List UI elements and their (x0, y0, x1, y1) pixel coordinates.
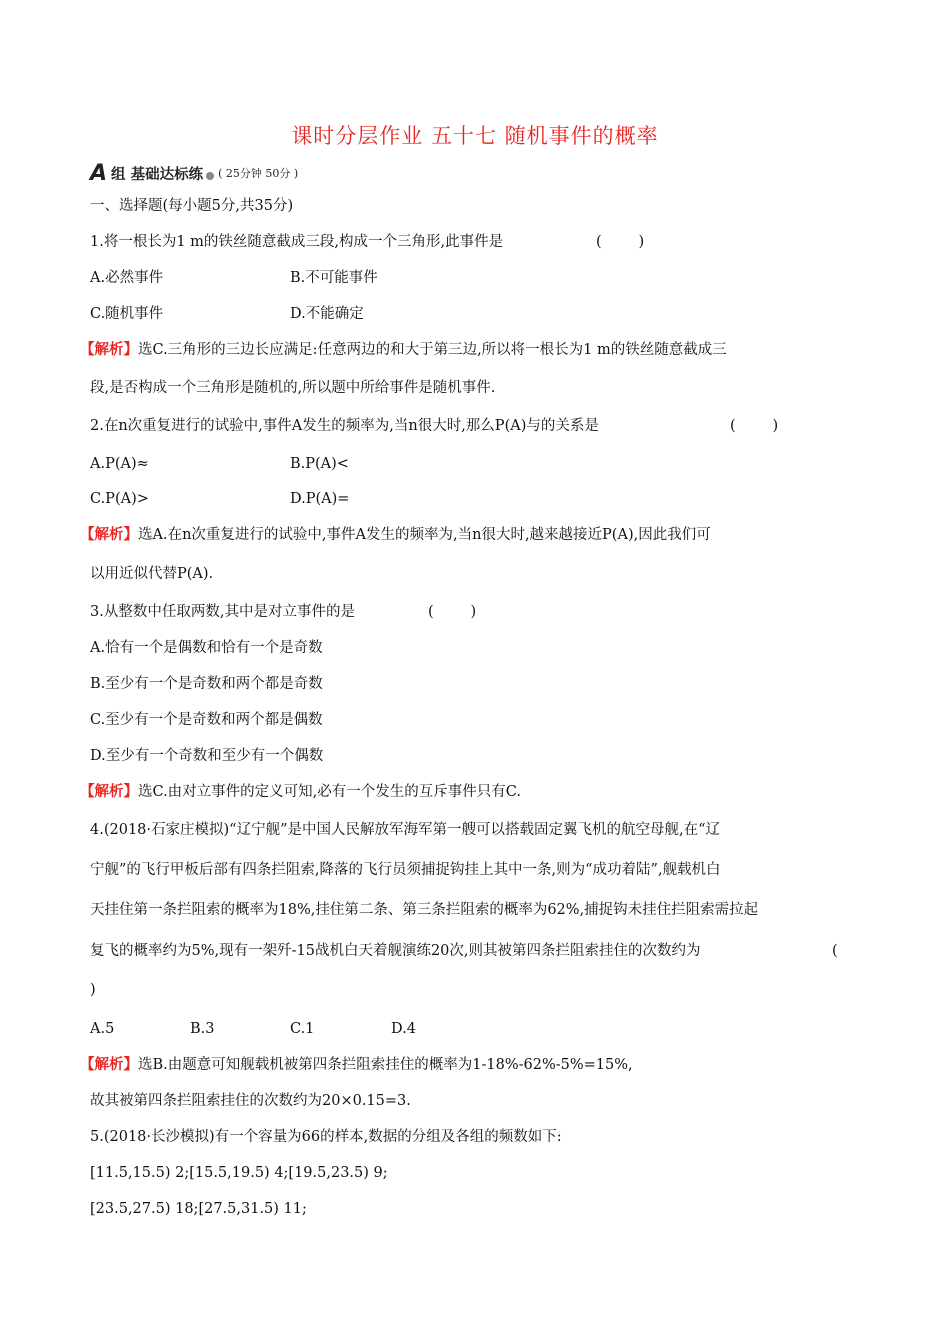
q3-stem: 3.从整数中任取两数,其中是对立事件的是 (90, 604, 355, 620)
q3-option-b: B.至少有一个是奇数和两个都是奇数 (90, 676, 323, 692)
q1-option-a: A.必然事件 (90, 270, 164, 286)
q4-analysis-line2: 故其被第四条拦阻索挂住的次数约为20×0.15=3. (90, 1093, 411, 1109)
q4-stem-line2: 宁舰”的飞行甲板后部有四条拦阻索,降落的飞行员须捕捉钩挂上其中一条,则为“成功着陆”,舰载机白 (90, 862, 721, 878)
q4-answer-blank-close: ) (90, 982, 96, 998)
q4-analysis-line1 (80, 1055, 633, 1075)
dot-icon (206, 172, 214, 180)
q2-option-c: C.P(A)> (90, 491, 149, 507)
section-heading: 一、选择题(每小题5分,共35分) (90, 198, 294, 214)
q2-answer-blank: ( ) (730, 418, 779, 434)
page-title: 课时分层作业 五十七 随机事件的概率 (291, 124, 659, 148)
group-time: ( 25分钟 50分 ) (218, 167, 299, 180)
group-header (90, 160, 298, 186)
q2-option-d: D.P(A)= (290, 491, 350, 507)
q2-stem: 2.在n次重复进行的试验中,事件A发生的频率为,当n很大时,那么P(A)与的关系是 (90, 418, 599, 434)
analysis-tag: 【解析】 (80, 526, 138, 543)
analysis-tag: 【解析】 (80, 341, 138, 358)
analysis-tag: 【解析】 (80, 1056, 138, 1073)
q4-answer-blank-open: ( (832, 943, 838, 959)
q1-option-c: C.随机事件 (90, 306, 164, 322)
q2-analysis-line1 (80, 525, 711, 545)
q4-option-a: A.5 (90, 1021, 115, 1037)
q3-answer-blank: ( ) (428, 604, 477, 620)
q1-analysis-line1 (80, 340, 727, 360)
q4-option-d: D.4 (391, 1021, 416, 1037)
q1-stem: 1.将一根长为1 m的铁丝随意截成三段,构成一个三角形,此事件是 (90, 234, 504, 250)
q2-analysis-text: 选A.在n次重复进行的试验中,事件A发生的频率为,当n很大时,越来越接近P(A),因此我们可 (138, 527, 711, 543)
q1-analysis-line2: 段,是否构成一个三角形是随机的,所以题中所给事件是随机事件. (90, 380, 496, 396)
q2-option-a: A.P(A)≈ (90, 456, 149, 472)
q3-option-d: D.至少有一个奇数和至少有一个偶数 (90, 748, 324, 764)
q3-option-a: A.恰有一个是偶数和恰有一个是奇数 (90, 640, 323, 656)
q1-option-d: D.不能确定 (290, 306, 364, 322)
q5-data-row1: [11.5,15.5) 2;[15.5,19.5) 4;[19.5,23.5) 9; (90, 1165, 388, 1181)
q4-option-b: B.3 (190, 1021, 215, 1037)
q1-analysis-text: 选C.三角形的三边长应满足:任意两边的和大于第三边,所以将一根长为1 m的铁丝随意截成三 (138, 342, 727, 358)
q1-option-b: B.不可能事件 (290, 270, 378, 286)
q3-option-c: C.至少有一个是奇数和两个都是偶数 (90, 712, 323, 728)
group-letter-badge: A (90, 160, 108, 186)
q5-stem: 5.(2018·长沙模拟)有一个容量为66的样本,数据的分组及各组的频数如下: (90, 1129, 562, 1145)
q5-data-row2: [23.5,27.5) 18;[27.5,31.5) 11; (90, 1201, 307, 1217)
q3-analysis-text: 选C.由对立事件的定义可知,必有一个发生的互斥事件只有C. (138, 784, 521, 800)
q4-stem-line4: 复飞的概率约为5%,现有一架歼-15战机白天着舰演练20次,则其被第四条拦阻索挂住的次数约为 (90, 943, 701, 959)
q2-analysis-line2: 以用近似代替P(A). (90, 566, 214, 582)
q3-analysis-line1 (80, 782, 521, 802)
q1-answer-blank: ( ) (596, 234, 645, 250)
group-name: 组 基础达标练 (111, 166, 204, 183)
q4-option-c: C.1 (290, 1021, 315, 1037)
analysis-tag: 【解析】 (80, 783, 138, 800)
q4-stem-line3: 天挂住第一条拦阻索的概率为18%,挂住第二条、第三条拦阻索的概率为62%,捕捉钩未挂住拦阻索需拉起 (90, 902, 759, 918)
q2-option-b: B.P(A)< (290, 456, 349, 472)
q4-stem-line1: 4.(2018·石家庄模拟)“辽宁舰”是中国人民解放军海军第一艘可以搭载固定翼飞机的航空母舰,在“辽 (90, 822, 721, 838)
q4-analysis-text: 选B.由题意可知舰载机被第四条拦阻索挂住的概率为1-18%-62%-5%=15%, (138, 1057, 633, 1073)
